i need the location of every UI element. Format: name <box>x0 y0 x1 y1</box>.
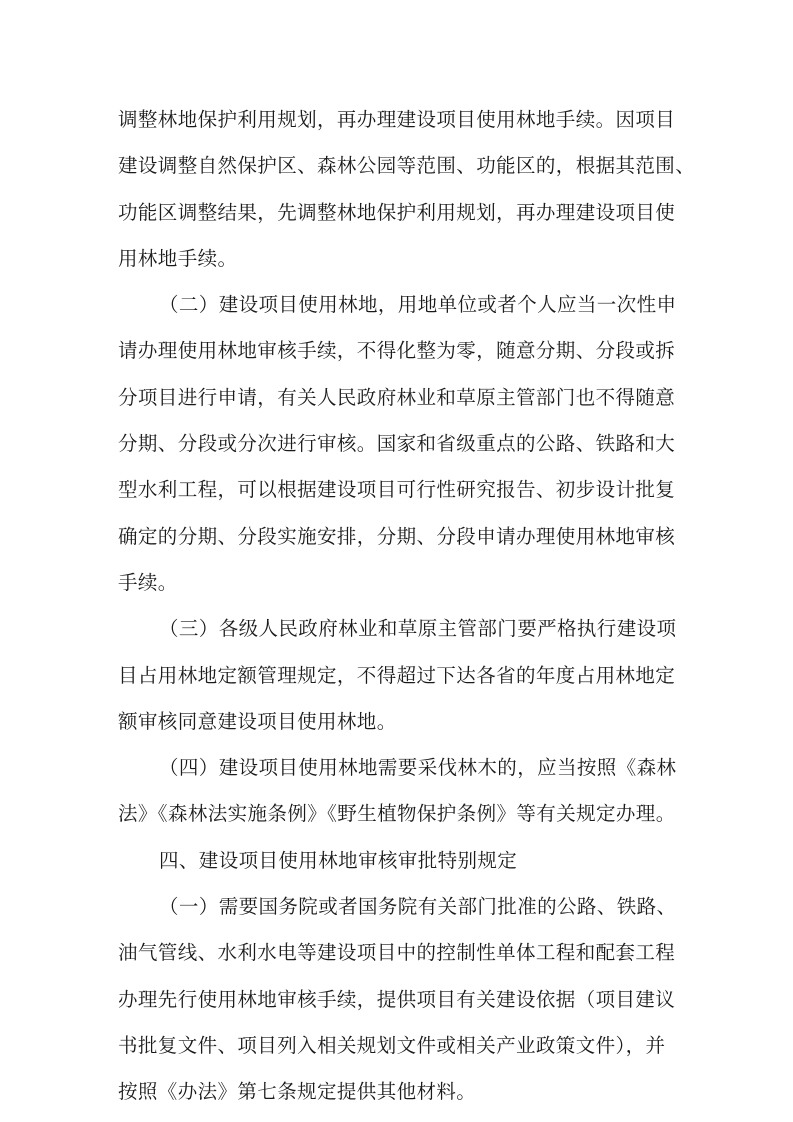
text-line: 按照《办法》第七条规定提供其他材料。 <box>118 1080 477 1104</box>
text-line: 书批复文件、项目列入相关规划文件或相关产业政策文件），并 <box>118 1033 666 1057</box>
section-heading: 四、建设项目使用林地审核审批特别规定 <box>159 848 518 872</box>
text-line: 办理先行使用林地审核手续，提供项目有关建设依据（项目建议 <box>118 987 676 1011</box>
text-line: 请办理使用林地审核手续，不得化整为零，随意分期、分段或拆 <box>118 339 676 363</box>
paragraph-start-line: （二）建设项目使用林地，用地单位或者个人应当一次性申 <box>159 293 677 317</box>
text-line: 目占用林地定额管理规定，不得超过下达各省的年度占用林地定 <box>118 663 676 687</box>
text-line: 型水利工程，可以根据建设项目可行性研究报告、初步设计批复 <box>118 478 676 502</box>
text-line: 建设调整自然保护区、森林公园等范围、功能区的，根据其范围、 <box>118 154 696 178</box>
paragraph-start-line: （四）建设项目使用林地需要采伐林木的，应当按照《森林 <box>159 756 677 780</box>
text-line: 油气管线、水利水电等建设项目中的控制性单体工程和配套工程 <box>118 941 676 965</box>
paragraph-start-line: （一）需要国务院或者国务院有关部门批准的公路、铁路、 <box>159 895 677 919</box>
text-line: 用林地手续。 <box>118 246 238 270</box>
text-line: 确定的分期、分段实施安排，分期、分段申请办理使用林地审核 <box>118 524 676 548</box>
text-line: 分期、分段或分次进行审核。国家和省级重点的公路、铁路和大 <box>118 432 676 456</box>
document-body <box>118 97 696 1116</box>
text-line: 功能区调整结果，先调整林地保护利用规划，再办理建设项目使 <box>118 200 676 224</box>
text-line: 调整林地保护利用规划，再办理建设项目使用林地手续。因项目 <box>118 108 676 131</box>
text-line: 额审核同意建设项目使用林地。 <box>118 709 397 733</box>
text-line: 分项目进行申请，有关人民政府林业和草原主管部门也不得随意 <box>118 385 676 409</box>
text-line: 手续。 <box>118 570 178 594</box>
paragraph-start-line: （三）各级人民政府林业和草原主管部门要严格执行建设项 <box>159 617 677 641</box>
text-line: 法》《森林法实施条例》《野生植物保护条例》等有关规定办理。 <box>118 802 676 826</box>
